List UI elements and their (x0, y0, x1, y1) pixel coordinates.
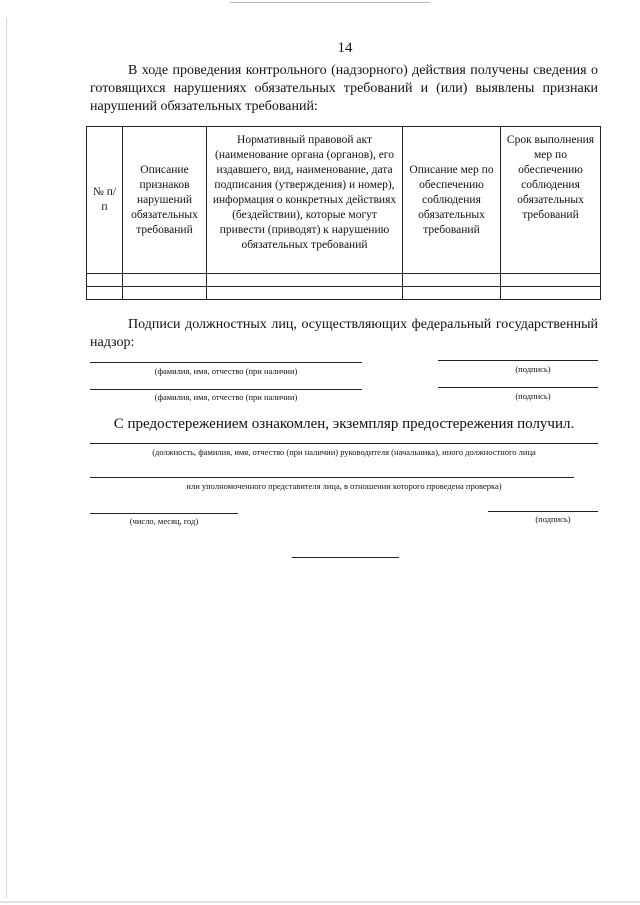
intro-paragraph: В ходе проведения контрольного (надзорного) действия получены сведения о готовящихся нарушениях обязательных требований и (или) выявлены признаки нарушений обязательных требований: (90, 63, 598, 114)
final-signature-line (488, 511, 598, 512)
table-row (87, 274, 601, 287)
position-name-caption: (должность, фамилия, имя, отчество (при наличии) руководителя (начальника), иного должностного лица (152, 447, 536, 457)
footer-rule (292, 557, 399, 558)
representative-caption: или уполномоченного представителя лица, в отношении которого проведена проверка) (186, 481, 502, 491)
final-signature-caption: (подпись) (535, 514, 571, 524)
representative-line (90, 477, 574, 478)
signature-caption: (подпись) (515, 391, 551, 401)
signature-line (438, 360, 598, 361)
date-caption: (число, месяц, год) (129, 516, 199, 526)
date-line (90, 513, 238, 514)
header-deadline: Срок выполнения мер по обеспечению соблюдения обязательных требований (501, 127, 601, 274)
signatures-title: Подписи должностных лиц, осуществляющих федеральный государственный надзор: (90, 317, 598, 350)
scan-edge-left (6, 18, 7, 898)
header-number: № п/п (87, 127, 123, 274)
table-header-row (87, 127, 601, 274)
violations-table (86, 126, 601, 300)
header-legal-act: Нормативный правовой акт (наименование органа (органов), его издавшего, вид, наименование, дата подписания (утверждения) и номер), информация о конкретных действиях (бездействии), которые могут привести (приводят) к нарушению обязательных требований (207, 127, 403, 274)
scan-edge-top (230, 2, 430, 3)
name-caption: (фамилия, имя, отчество (при наличии) (154, 366, 298, 376)
scan-edge-bottom (0, 901, 640, 903)
page-number: 14 (337, 40, 353, 56)
signature-line (438, 387, 598, 388)
name-caption: (фамилия, имя, отчество (при наличии) (154, 392, 298, 402)
header-description: Описание признаков нарушений обязательных требований (123, 127, 207, 274)
acknowledgement-text: С предостережением ознакомлен, экземпляр предостережения получил. (113, 416, 575, 432)
signature-caption: (подпись) (515, 364, 551, 374)
name-line (90, 389, 362, 390)
name-line (90, 362, 362, 363)
position-name-line (90, 443, 598, 444)
table-row (87, 287, 601, 300)
header-measures: Описание мер по обеспечению соблюдения обязательных требований (403, 127, 501, 274)
